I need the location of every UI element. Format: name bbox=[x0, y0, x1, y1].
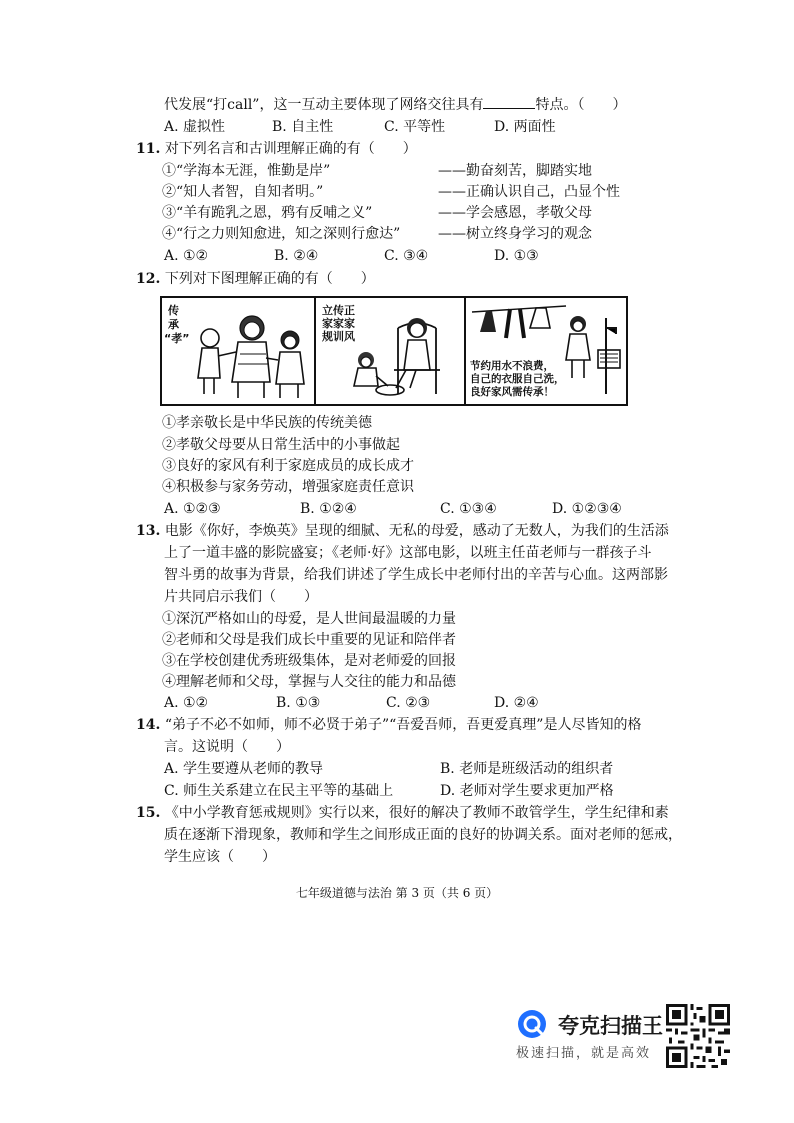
q11-item-2-right: ——正确认识自己，凸显个性 bbox=[438, 184, 620, 200]
q14-stem-line-1-text: “弟子不必不如师，师不必贤于弟子”“吾爱吾师，吾更爱真理”是人尽皆知的格 bbox=[164, 717, 642, 733]
q14-stem-line-1 bbox=[136, 716, 641, 734]
q14-option-d: D. 老师对学生要求更加严格 bbox=[440, 783, 614, 799]
q12-option-b: B. ①②④ bbox=[300, 501, 357, 517]
comic-panel-2-text-1: 立传正 bbox=[322, 304, 355, 317]
q14-number: 14. bbox=[136, 717, 161, 733]
q11-item-3-right: ——学会感恩，孝敬父母 bbox=[438, 205, 592, 221]
brand-slogan: 极速扫描，就是高效 bbox=[516, 1046, 652, 1061]
scanner-brand bbox=[512, 1004, 662, 1064]
q11-item-1-right: ——勤奋刻苦，脚踏实地 bbox=[438, 163, 592, 179]
q11-item-1-left: ①“学海本无涯，惟勤是岸” bbox=[162, 163, 331, 179]
q12-option-d: D. ①②③④ bbox=[552, 501, 622, 517]
q15-stem-line-1-text: 《中小学教育惩戒规则》实行以来，很好的解决了教师不敢管学生，学生纪律和素 bbox=[164, 805, 669, 821]
comic-panel-1-text-3: “孝” bbox=[164, 332, 190, 345]
q10-option-a: A. 虚拟性 bbox=[164, 119, 226, 135]
comic-panel-3-text-2: 自己的衣服自己洗， bbox=[470, 373, 565, 385]
q10-stem-after: 特点。（ ） bbox=[535, 97, 627, 113]
q13-stem-line-4: 片共同启示我们（ ） bbox=[164, 589, 318, 605]
q11-option-b: B. ②④ bbox=[274, 248, 319, 264]
comic-panel-3-text-3: 良好家风需传承！ bbox=[470, 386, 554, 398]
q15-number: 15. bbox=[136, 805, 161, 821]
comic-panel-2-text-2: 家家家 bbox=[322, 317, 355, 330]
comic-panel-1-text-2: 承 bbox=[168, 318, 179, 331]
q14-option-b: B. 老师是班级活动的组织者 bbox=[440, 761, 614, 777]
q13-option-a: A. ①② bbox=[164, 695, 209, 711]
q12-stem bbox=[136, 270, 375, 288]
q12-item-3: ③良好的家风有利于家庭成员的成长成才 bbox=[162, 458, 414, 474]
q13-stem-line-1-text: 电影《你好，李焕英》呈现的细腻、无私的母爱，感动了无数人，为我们的生活添 bbox=[164, 523, 669, 539]
q12-item-1: ①孝亲敬长是中华民族的传统美德 bbox=[162, 415, 372, 431]
q14-stem-line-2: 言。这说明（ ） bbox=[164, 739, 290, 755]
q13-item-3: ③在学校创建优秀班级集体，是对老师爱的回报 bbox=[162, 653, 456, 669]
q11-number: 11. bbox=[136, 141, 161, 157]
qr-code-icon[interactable] bbox=[666, 1004, 730, 1068]
brand-name: 夸克扫描王 bbox=[558, 1014, 663, 1038]
q11-item-4-right: ——树立终身学习的观念 bbox=[438, 226, 592, 242]
q11-option-a: A. ①② bbox=[164, 248, 209, 264]
q10-blank bbox=[483, 96, 535, 109]
q10-stem-before: 代发展“打call”，这一互动主要体现了网络交往具有 bbox=[164, 97, 484, 113]
q14-option-c: C. 师生关系建立在民主平等的基础上 bbox=[164, 783, 394, 799]
comic-panel-3 bbox=[466, 298, 626, 404]
q15-stem-line-2: 质在逐渐下滑现象，教师和学生之间形成正面的良好的协调关系。面对老师的惩戒， bbox=[164, 827, 682, 843]
q12-option-a: A. ①②③ bbox=[164, 501, 221, 517]
q13-option-d: D. ②④ bbox=[494, 695, 539, 711]
comic-panel-1-drawing bbox=[162, 298, 314, 404]
q10-stem bbox=[164, 96, 626, 114]
comic-panel-1-text-1: 传 bbox=[168, 304, 179, 317]
q13-item-1: ①深沉严格如山的母爱，是人世间最温暖的力量 bbox=[162, 611, 456, 627]
comic-panel-1 bbox=[162, 298, 316, 404]
q13-stem-line-2: 上了一道丰盛的影院盛宴；《老师·好》这部电影，以班主任苗老师与一群孩子斗 bbox=[164, 545, 652, 561]
quark-logo-icon bbox=[516, 1008, 548, 1040]
q12-number: 12. bbox=[136, 271, 161, 287]
q11-stem-text: 对下列名言和古训理解正确的有（ ） bbox=[164, 141, 417, 157]
q13-item-4: ④理解老师和父母，掌握与人交往的能力和品德 bbox=[162, 674, 456, 690]
q11-option-d: D. ①③ bbox=[494, 248, 539, 264]
comic-panel-2 bbox=[316, 298, 466, 404]
q12-option-c: C. ①③④ bbox=[440, 501, 497, 517]
q14-option-a: A. 学生要遵从老师的教导 bbox=[164, 761, 324, 777]
q11-stem bbox=[136, 140, 417, 158]
q13-option-c: C. ②③ bbox=[386, 695, 431, 711]
q15-stem-line-3: 学生应该（ ） bbox=[164, 849, 276, 865]
q12-stem-text: 下列对下图理解正确的有（ ） bbox=[164, 271, 375, 287]
q10-option-d: D. 两面性 bbox=[494, 119, 556, 135]
q10-option-c: C. 平等性 bbox=[384, 119, 446, 135]
q13-stem-line-3: 智斗勇的故事为背景，给我们讲述了学生成长中老师付出的辛苦与心血。这两部影 bbox=[164, 567, 668, 583]
page-footer: 七年级道德与法治 第 3 页（共 6 页） bbox=[295, 886, 499, 900]
q12-item-4: ④积极参与家务劳动，增强家庭责任意识 bbox=[162, 479, 414, 495]
q11-option-c: C. ③④ bbox=[384, 248, 429, 264]
q13-option-b: B. ①③ bbox=[276, 695, 321, 711]
comic-panel-2-text-3: 规训风 bbox=[322, 330, 355, 343]
q11-item-2-left: ②“知人者智，自知者明。” bbox=[162, 184, 324, 200]
q10-option-b: B. 自主性 bbox=[272, 119, 334, 135]
q13-item-2: ②老师和父母是我们成长中重要的见证和陪伴者 bbox=[162, 632, 456, 648]
q13-stem-line-1 bbox=[136, 522, 669, 540]
comic-panel-3-text-1: 节约用水不浪费， bbox=[470, 360, 554, 372]
q13-number: 13. bbox=[136, 523, 161, 539]
q15-stem-line-1 bbox=[136, 804, 669, 822]
q12-item-2: ②孝敬父母要从日常生活中的小事做起 bbox=[162, 437, 400, 453]
q11-item-4-left: ④“行之力则知愈进，知之深则行愈达” bbox=[162, 226, 401, 242]
q11-item-3-left: ③“羊有跪乳之恩，鸦有反哺之义” bbox=[162, 205, 373, 221]
q12-comic bbox=[160, 296, 628, 406]
